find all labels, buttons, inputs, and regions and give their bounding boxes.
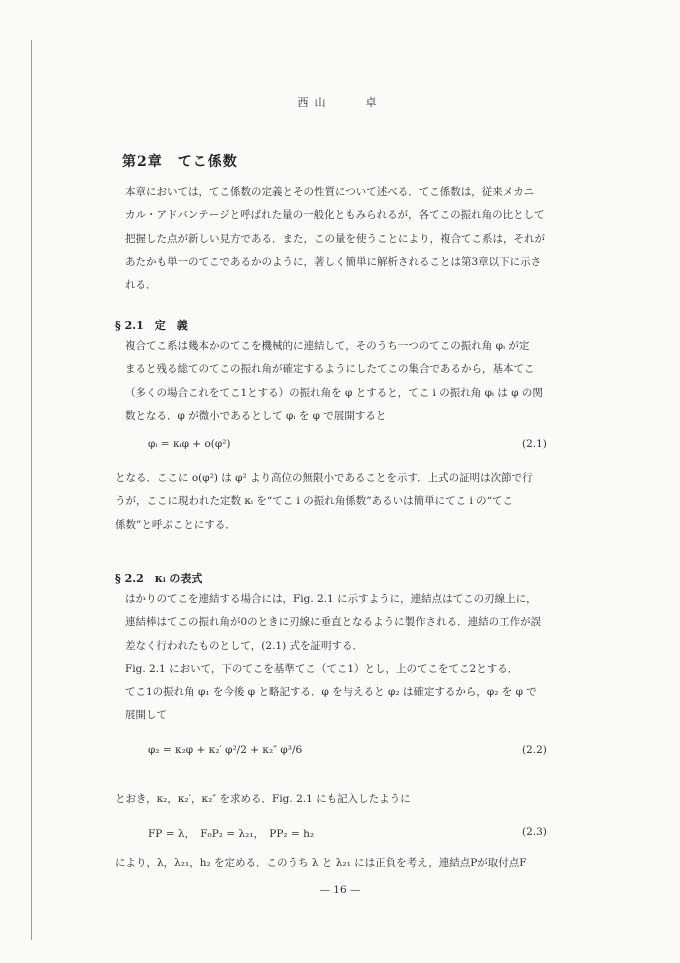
page-number: — 16 — xyxy=(319,884,361,896)
section-heading-2-1: § 2.1 定 義 xyxy=(115,319,188,332)
text-line: まると残る総てのてこの振れ角が確定するようにしたてこの集合であるから，基本てこ xyxy=(125,363,535,376)
text-line: てこ1の振れ角 φ₁ を今後 φ と略記する．φ を与えると φ₂ は確定するから，φ₂ を φ で xyxy=(125,686,537,699)
text-line: Fig. 2.1 において，下のてこを基準てこ（てこ1）とし，上のてこをてこ2とする． xyxy=(125,662,519,675)
text-line: 把握した点が新しい見方である．また，この量を使うことにより，複合てこ系は，それが xyxy=(125,232,545,245)
equation-number-2-3: (2.3) xyxy=(522,826,547,838)
equation-2-3: FP = λ， F₀P₂ = λ₂₁， PP₂ = h₂ xyxy=(148,828,315,840)
text-line: 連結棒はてこの振れ角が0のときに刃線に垂直となるように製作される．連結の工作が誤 xyxy=(125,616,542,629)
equation-number-2-2: (2.2) xyxy=(522,744,547,756)
section-2-1-after-paragraph xyxy=(115,467,590,537)
text-line: 数となる．φ が微小であるとして φᵢ を φ で展開すると xyxy=(125,409,387,422)
equation-2-2: φ₂ = κ₂φ + κ₂′ φ²/2 + κ₂″ φ³/6 xyxy=(148,744,303,756)
text-line: により，λ，λ₂₁，h₂ を定める．このうち λ と λ₂₁ には正負を考え，連結点Pが取付点F xyxy=(115,857,527,869)
text-line: カル・アドバンテージと呼ばれた量の一般化ともみられるが，各てこの振れ角の比として xyxy=(125,209,545,222)
chapter-title: 第2章 てこ係数 xyxy=(122,154,238,170)
equation-number-2-1: (2.1) xyxy=(522,438,547,450)
binding-margin-line xyxy=(31,40,32,940)
text-line: れる． xyxy=(125,279,157,292)
text-line: 複合てこ系は幾本かのてこを機械的に連結して，そのうち一つのてこの振れ角 φᵢ が定 xyxy=(125,340,530,352)
text-line: うが，ここに現われた定数 κᵢ を“てこ i の振れ角係数”あるいは簡単にてこ i の“てこ xyxy=(115,495,514,508)
author-name: 西山 卓 xyxy=(297,96,383,109)
text-line: 差なく行われたものとして，(2.1) 式を証明する． xyxy=(125,639,364,652)
text-line: となる．ここに o(φ²) は φ² より高位の無限小であることを示す．上式の証明は次節で行 xyxy=(115,472,533,484)
section-heading-2-2: § 2.2 κᵢ の表式 xyxy=(115,572,203,585)
text-line: とおき，κ₂，κ₂′，κ₂″ を求める．Fig. 2.1 にも記入したように xyxy=(115,793,411,805)
section-2-2-mid-paragraph xyxy=(115,788,590,811)
section-2-2-last-paragraph xyxy=(115,852,590,875)
intro-paragraph xyxy=(115,181,590,297)
section-2-1-paragraph xyxy=(115,335,590,428)
text-line: あたかも単一のてこであるかのように，著しく簡単に解析されることは第3章以下に示さ xyxy=(125,255,542,268)
text-line: 展開して xyxy=(125,709,167,722)
text-line: 係数”と呼ぶことにする． xyxy=(115,518,236,531)
text-line: 本章においては，てこ係数の定義とその性質について述べる．てこ係数は，従来メカニ xyxy=(125,186,535,198)
section-2-2-paragraph xyxy=(115,588,590,728)
equation-2-1: φᵢ = κᵢφ + o(φ²) xyxy=(148,438,231,450)
text-line: はかりのてこを連結する場合には，Fig. 2.1 に示すように，連結点はてこの刃線上に， xyxy=(125,593,537,605)
text-line: （多くの場合これをてこ1とする）の振れ角を φ とすると，てこ i の振れ角 φᵢ は φ の関 xyxy=(125,386,543,399)
